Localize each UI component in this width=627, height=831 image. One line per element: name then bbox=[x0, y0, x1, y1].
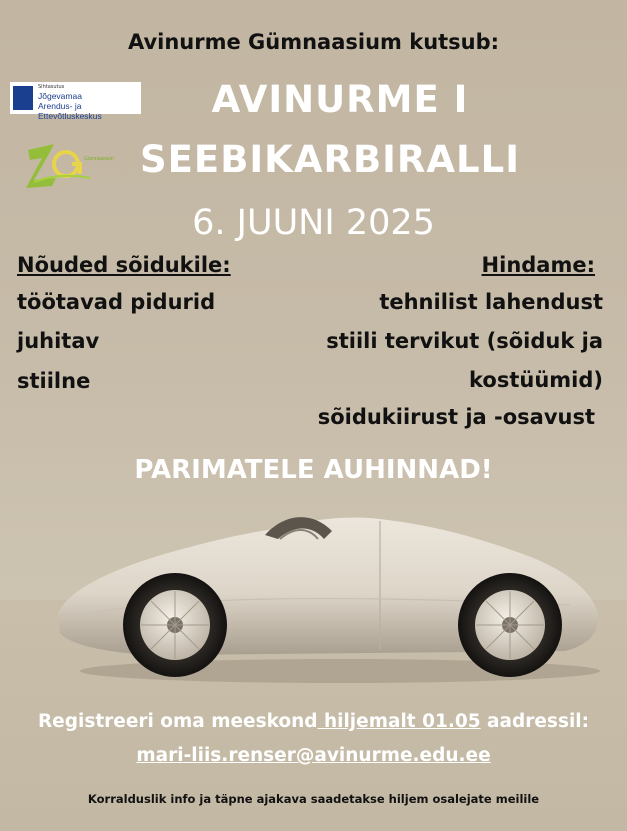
invitation-heading: Avinurme Gümnaasium kutsub: bbox=[127, 30, 500, 54]
criteria-heading: Hindame: bbox=[481, 253, 595, 277]
footer-note: Korralduslik info ja täpne ajakava saadetakse hiljem osalejate meilile bbox=[87, 792, 540, 806]
soapbox-car-image bbox=[50, 495, 610, 690]
registration-text bbox=[0, 711, 627, 732]
requirement-item: töötavad pidurid bbox=[17, 290, 216, 314]
criteria-item: tehnilist lahendust bbox=[379, 290, 603, 314]
registration-suffix: aadressil: bbox=[480, 711, 590, 732]
agency-logo-name: Jõgevamaa bbox=[38, 91, 82, 101]
event-date: 6. JUUNI 2025 bbox=[192, 203, 435, 243]
agency-logo-mark bbox=[13, 86, 33, 110]
requirement-item: stiilne bbox=[17, 369, 91, 393]
svg-text:Gümnaasium: Gümnaasium bbox=[84, 156, 114, 162]
registration-deadline: hiljemalt 01.05 bbox=[317, 711, 481, 732]
criteria-item: stiili tervikut (sõiduk ja bbox=[326, 329, 603, 353]
requirement-item: juhitav bbox=[17, 329, 100, 353]
criteria-item: kostüümid) bbox=[469, 368, 603, 392]
event-title-line-1: AVINURME I bbox=[211, 78, 469, 121]
agency-logo-subtitle: Arendus- ja Ettevõtluskeskus bbox=[38, 101, 102, 121]
requirements-heading: Nõuded sõidukile: bbox=[17, 253, 231, 277]
agency-logo-small-text: Sihtasutus bbox=[38, 84, 65, 90]
prizes-banner: PARIMATELE AUHINNAD! bbox=[134, 455, 493, 485]
registration-prefix: Registreeri oma meeskond bbox=[37, 711, 318, 732]
registration-email-link[interactable]: mari-liis.renser@avinurme.edu.ee bbox=[136, 745, 491, 766]
event-title-line-2: SEEBIKARBIRALLI bbox=[140, 138, 520, 181]
criteria-item: sõidukiirust ja -osavust bbox=[317, 405, 595, 429]
